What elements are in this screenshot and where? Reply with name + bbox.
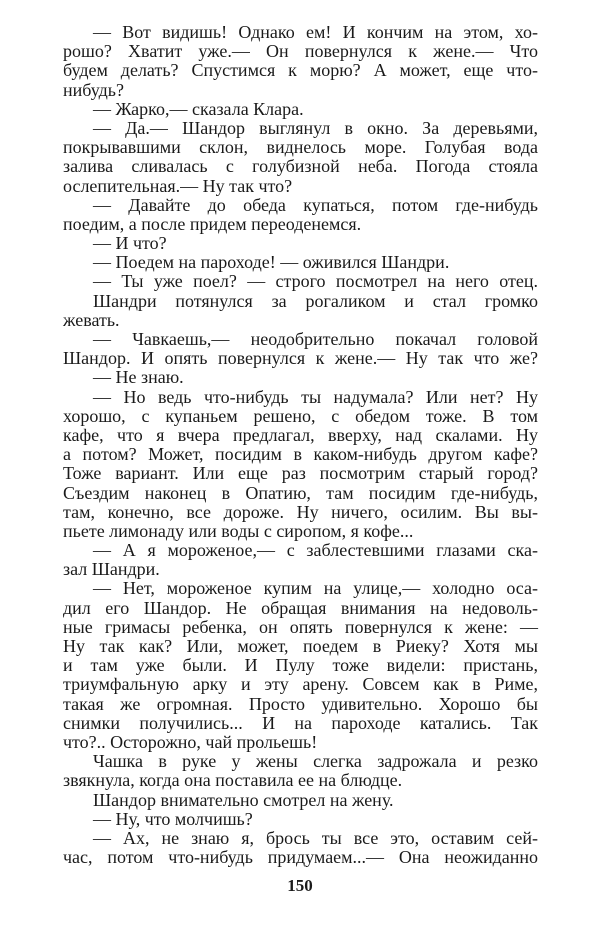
text-line: залива сливалась с голубизной неба. Погода стояла [63,156,538,177]
text-line: — Чавкаешь,— неодобрительно покачал головой [93,329,538,349]
text-line: — Вот видишь! Однако ем! И кончим на этом, хо- [93,22,538,42]
text-line: пьете лимонаду или воды с сиропом, я кофе... [63,520,414,541]
text-line: — Жарко,— сказала Клара. [93,98,304,119]
text-line: а потом? Может, посидим в каком-нибудь другом кафе? [63,444,538,465]
text-line: Шандор внимательно смотрел на жену. [93,789,394,810]
text-line: будем делать? Спустимся к морю? А может, еще что- [63,60,538,81]
text-line: Шандор. И опять повернулся к жене.— Ну так что же? [63,348,538,369]
text-line: там, конечно, все дороже. Ну ничего, осилим. Вы вы- [63,501,538,522]
text-line: — Ну, что молчишь? [93,808,253,829]
text-line: — Ты уже поел? — строго посмотрел на него отец. [93,271,538,292]
text-line: ные гримасы ребенка, он опять повернулся к жене: — [63,616,538,637]
text-line: триумфальную арку и эту арену. Совсем как в Риме, [63,674,538,695]
text-line: дил его Шандор. Не обращая внимания на недоволь- [63,597,538,618]
text-line: — А я мороженое,— с заблестевшими глазами ска- [93,540,538,561]
text-line: снимки получились... И на пароходе катались. Так [63,712,538,733]
page-number: 150 [287,876,313,895]
text-line: кафе, что я вчера предлагал, вверху, над скалами. Ну [63,424,538,445]
text-line: рошо? Хватит уже.— Он повернулся к жене.— Что [63,41,538,62]
text-line: покрывавшими склон, виднелось море. Голубая вода [63,137,538,158]
text-line: — Давайте до обеда купаться, потом где-нибудь [93,194,538,215]
text-line: час, потом что-нибудь придумаем...— Она неожиданно [63,847,538,868]
text-line: Чашка в руке у жены слегка задрожала и резко [93,751,538,772]
text-line: — Не знаю. [93,367,184,388]
text-line: — Нет, мороженое купим на улице,— холодно оса- [93,578,538,599]
text-line: — И что? [93,233,167,254]
text-line: — Ах, не знаю я, брось ты все это, оставим сей- [93,827,538,848]
text-line: такая же огромная. Просто удивительно. Хорошо бы [63,693,538,714]
text-line: что?.. Осторожно, чай прольешь! [63,731,318,752]
text-line: жевать. [63,309,120,330]
text-line: и там уже были. И Пулу тоже видели: пристань, [63,655,538,676]
text-line: хорошо, с купаньем решено, с обедом тоже. В том [63,405,538,426]
text-line: ослепительная.— Ну так что? [63,175,293,196]
body-text [63,23,538,867]
text-line: Ну так как? Или, может, поедем в Риеку? Хотя мы [63,636,538,656]
text-line: Тоже вариант. Или еще раз посмотрим старый город? [63,463,538,484]
text-line: звякнула, когда она поставила ее на блюдце. [63,770,403,791]
text-line: — Но ведь что-нибудь ты надумала? Или нет? Ну [93,386,538,407]
text-line: Съездим наконец в Опатию, там посидим где-нибудь, [63,482,538,503]
text-line: нибудь? [63,79,124,100]
text-line: — Да.— Шандор выглянул в окно. За деревьями, [93,117,538,138]
text-line: зал Шандри. [63,559,160,580]
text-line: поедим, а после придем переоденемся. [63,213,362,234]
text-line: — Поедем на пароходе! — оживился Шандри. [93,252,450,273]
text-line: Шандри потянулся за рогаликом и стал громко [93,290,538,311]
